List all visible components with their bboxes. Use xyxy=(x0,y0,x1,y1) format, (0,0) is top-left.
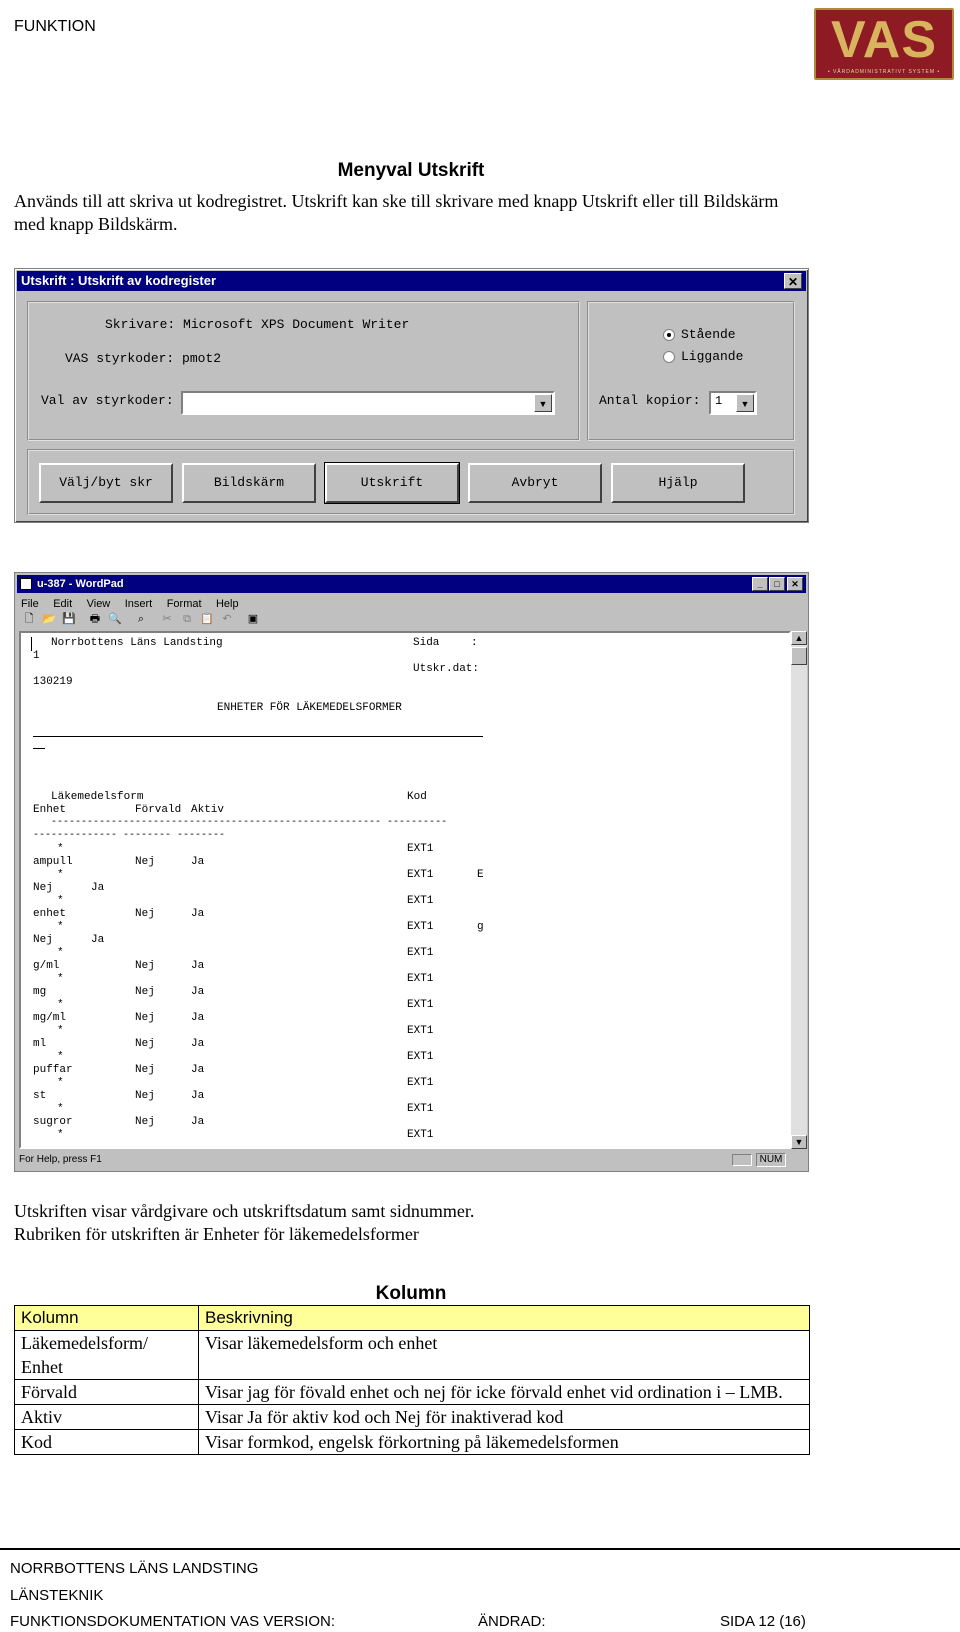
table-row xyxy=(15,1331,810,1380)
table-cell-beskrivning: Visar formkod, engelsk förkortning på läkemedelsformen xyxy=(199,1430,810,1455)
doc-row-star: * xyxy=(57,869,64,881)
scroll-up-icon[interactable]: ▲ xyxy=(791,631,807,645)
doc-row-default: Nej xyxy=(135,856,155,868)
printer-line: Skrivare: Microsoft XPS Document Writer xyxy=(105,317,410,332)
doc-row-code: EXT1 xyxy=(407,1077,434,1089)
dialog-titlebar xyxy=(17,271,806,291)
footer-changed: ÄNDRAD: xyxy=(478,1613,546,1630)
doc-row-default: Nej xyxy=(135,1012,155,1024)
wordpad-title: u-387 - WordPad xyxy=(37,578,124,590)
doc-col-active: Aktiv xyxy=(191,804,225,816)
doc-page-no: 1 xyxy=(33,650,40,662)
doc-row-code: EXT1 xyxy=(407,843,434,855)
doc-row-code: EXT1 xyxy=(407,947,434,959)
status-help: For Help, press F1 xyxy=(19,1154,102,1165)
doc-row-unit: Nej xyxy=(33,934,53,946)
doc-row-active: Ja xyxy=(191,986,205,998)
menu-edit[interactable]: Edit xyxy=(53,598,73,610)
styrkoder-select[interactable] xyxy=(181,391,555,415)
table-cell-beskrivning: Visar jag för fövald enhet och nej för icke förvald enhet vid ordination i – LMB. xyxy=(199,1380,810,1405)
doc-dash1: ------------------------------------------------------- ---------- xyxy=(51,817,448,828)
doc-row-code: EXT1 xyxy=(407,1051,434,1063)
table-cell-kolumn: Aktiv xyxy=(15,1405,199,1430)
doc-date-label: Utskr.dat: xyxy=(413,663,480,675)
table-header-row xyxy=(15,1306,810,1331)
doc-row-code: EXT1 xyxy=(407,869,434,881)
doc-row-star: * xyxy=(57,1129,64,1141)
scroll-thumb[interactable] xyxy=(791,647,807,665)
bildskarm-button[interactable]: Bildskärm xyxy=(182,463,316,503)
doc-col-default: Förvald xyxy=(135,804,182,816)
doc-row-star: * xyxy=(57,973,64,985)
doc-row-unit: mg/ml xyxy=(33,1012,67,1024)
doc-row-default: Nej xyxy=(135,1090,155,1102)
doc-row-active: Ja xyxy=(191,960,205,972)
vas-logo xyxy=(814,8,954,80)
print-dialog xyxy=(14,268,809,523)
wordpad-window xyxy=(14,572,809,1172)
radio-staende[interactable] xyxy=(663,329,675,341)
doc-row-active: Ja xyxy=(191,1038,205,1050)
menu-format[interactable]: Format xyxy=(166,598,202,610)
table-row xyxy=(15,1430,810,1455)
doc-row-default: Ja xyxy=(91,934,105,946)
doc-row-default: Nej xyxy=(135,1116,155,1128)
doc-col-form: Läkemedelsform xyxy=(51,791,144,803)
doc-row-default: Nej xyxy=(135,986,155,998)
table-cell-beskrivning: Visar läkemedelsform och enhet xyxy=(199,1331,810,1380)
after-text-line1: Utskriften visar vårdgivare och utskriftsdatum samt sidnummer. xyxy=(14,1201,475,1221)
doc-row-active: Ja xyxy=(191,1012,205,1024)
doc-row-star: * xyxy=(57,843,64,855)
table-header-beskrivning: Beskrivning xyxy=(199,1306,810,1331)
doc-row-active: Ja xyxy=(191,856,205,868)
button-bar xyxy=(27,449,795,515)
doc-row-star: * xyxy=(57,1103,64,1115)
table-cell-beskrivning: Visar Ja för aktiv kod och Nej för inaktiverad kod xyxy=(199,1405,810,1430)
document-area[interactable] xyxy=(19,631,791,1149)
table-row xyxy=(15,1380,810,1405)
doc-row-active: Ja xyxy=(191,1116,205,1128)
footer-org: NORRBOTTENS LÄNS LANDSTING xyxy=(10,1560,259,1577)
close-icon[interactable]: ✕ xyxy=(787,577,803,591)
logo-text: VAS xyxy=(830,11,938,69)
footer-doc: FUNKTIONSDOKUMENTATION VAS VERSION: xyxy=(10,1613,336,1630)
doc-row-unit: Nej xyxy=(33,882,53,894)
doc-rule-short xyxy=(33,748,45,749)
toolbar xyxy=(19,609,319,629)
doc-row-active: Ja xyxy=(191,1064,205,1076)
status-num: NUM xyxy=(756,1153,786,1167)
open-icon[interactable]: 📂 xyxy=(42,613,56,625)
text-cursor xyxy=(31,637,32,651)
doc-row-star: * xyxy=(57,1077,64,1089)
maximize-icon[interactable]: □ xyxy=(769,577,785,591)
table-cell-kolumn: Kod xyxy=(15,1430,199,1455)
doc-row-unit: st xyxy=(33,1090,47,1102)
doc-title: ENHETER FÖR LÄKEMEDELSFORMER xyxy=(217,702,402,714)
paste-icon[interactable]: 📋 xyxy=(200,613,214,625)
radio-liggande[interactable] xyxy=(663,351,675,363)
radio-label-staende: Stående xyxy=(681,327,736,342)
printer-group xyxy=(27,301,580,441)
table-row xyxy=(15,1405,810,1430)
menu-help[interactable]: Help xyxy=(215,598,239,610)
doc-row-star: * xyxy=(57,1025,64,1037)
print-preview-icon[interactable]: 🔍 xyxy=(108,613,122,625)
copies-select[interactable] xyxy=(709,391,757,415)
codes-line: VAS styrkoder: pmot2 xyxy=(65,351,222,366)
copy-icon[interactable]: ⧉ xyxy=(183,613,191,625)
doc-row-default: Nej xyxy=(135,908,155,920)
table-cell-kolumn: Läkemedelsform/ Enhet xyxy=(15,1331,199,1380)
doc-row-unit: ampull xyxy=(33,856,73,868)
status-indicator xyxy=(732,1154,752,1166)
minimize-icon[interactable]: _ xyxy=(752,577,768,591)
doc-row-default: Nej xyxy=(135,960,155,972)
dialog-title: Utskrift : Utskrift av kodregister xyxy=(21,273,217,288)
doc-row-unit: enhet xyxy=(33,908,67,920)
doc-row-code: EXT1 xyxy=(407,999,434,1011)
valj-skrivare-button[interactable]: Välj/byt skr xyxy=(39,463,173,503)
close-icon[interactable]: ✕ xyxy=(784,273,802,289)
doc-rule xyxy=(33,736,483,737)
doc-row-code: EXT1 xyxy=(407,895,434,907)
footer-rule xyxy=(0,1548,960,1550)
wordpad-titlebar xyxy=(17,575,806,593)
footer-dept: LÄNSTEKNIK xyxy=(10,1587,104,1604)
wordpad-app-icon xyxy=(20,578,32,590)
copies-label: Antal kopior: xyxy=(599,393,701,408)
doc-row-unit: g/ml xyxy=(33,960,60,972)
doc-page-colon: : xyxy=(471,637,478,649)
doc-row-default: Nej xyxy=(135,1038,155,1050)
doc-row-extra: g xyxy=(477,921,484,933)
chevron-down-icon[interactable]: ▼ xyxy=(736,394,754,412)
status-bar xyxy=(17,1151,806,1169)
doc-col-code: Kod xyxy=(407,791,427,803)
footer-page: SIDA 12 (16) xyxy=(720,1613,806,1630)
options-group xyxy=(587,301,795,441)
menu-insert[interactable]: Insert xyxy=(124,598,153,610)
scroll-down-icon[interactable]: ▼ xyxy=(791,1135,807,1149)
section-label: FUNKTION xyxy=(14,18,96,35)
doc-row-star: * xyxy=(57,921,64,933)
radio-label-liggande: Liggande xyxy=(681,349,744,364)
doc-row-unit: ml xyxy=(33,1038,47,1050)
print-icon[interactable]: 🖶 xyxy=(89,613,101,625)
table-header-kolumn: Kolumn xyxy=(15,1306,199,1331)
doc-row-default: Ja xyxy=(91,882,105,894)
after-text-line2: Rubriken för utskriften är Enheter för läkemedelsformer xyxy=(14,1224,419,1244)
vertical-scrollbar[interactable] xyxy=(791,631,807,1149)
menu-file[interactable]: File xyxy=(21,598,39,610)
chevron-down-icon[interactable]: ▼ xyxy=(534,394,552,412)
doc-dash2: -------------- -------- -------- xyxy=(33,830,226,841)
doc-row-star: * xyxy=(57,1051,64,1063)
doc-row-star: * xyxy=(57,947,64,959)
doc-col-unit: Enhet xyxy=(33,804,67,816)
hjalp-button[interactable]: Hjälp xyxy=(611,463,745,503)
column-table xyxy=(14,1305,810,1455)
doc-row-unit: mg xyxy=(33,986,47,998)
avbryt-button[interactable]: Avbryt xyxy=(468,463,602,503)
doc-row-unit: puffar xyxy=(33,1064,73,1076)
utskrift-button[interactable]: Utskrift xyxy=(325,463,459,503)
save-icon[interactable]: 💾 xyxy=(62,613,76,625)
intro-text: Används till att skriva ut kodregistret. Utskrift kan ske till skrivare med knapp Utskrift eller till Bildskärm med knapp Bildskärm. xyxy=(14,191,779,234)
doc-row-code: EXT1 xyxy=(407,973,434,985)
copies-value: 1 xyxy=(715,394,723,408)
doc-row-code: EXT1 xyxy=(407,921,434,933)
cut-icon[interactable]: ✂ xyxy=(162,613,172,625)
doc-row-default: Nej xyxy=(135,1064,155,1076)
table-cell-kolumn: Förvald xyxy=(15,1380,199,1405)
doc-row-star: * xyxy=(57,895,64,907)
find-icon[interactable]: ⌕ xyxy=(137,613,145,625)
undo-icon[interactable]: ↶ xyxy=(222,613,232,625)
menu-view[interactable]: View xyxy=(86,598,111,610)
new-icon[interactable]: 🗋 xyxy=(24,613,34,625)
doc-row-active: Ja xyxy=(191,908,205,920)
doc-page-label: Sida xyxy=(413,637,440,649)
table-title: Kolumn xyxy=(375,1283,447,1304)
insert-object-icon[interactable]: ▣ xyxy=(247,613,259,625)
logo-subtext: • VÅRDADMINISTRATIVT SYSTEM • xyxy=(827,69,941,75)
doc-date: 130219 xyxy=(33,676,73,688)
page-heading: Menyval Utskrift xyxy=(337,160,485,181)
doc-row-unit: sugror xyxy=(33,1116,73,1128)
doc-row-code: EXT1 xyxy=(407,1129,434,1141)
doc-row-extra: E xyxy=(477,869,484,881)
doc-org: Norrbottens Läns Landsting xyxy=(51,637,223,649)
doc-row-active: Ja xyxy=(191,1090,205,1102)
select-label: Val av styrkoder: xyxy=(41,393,174,408)
doc-row-code: EXT1 xyxy=(407,1025,434,1037)
doc-row-star: * xyxy=(57,999,64,1011)
doc-row-code: EXT1 xyxy=(407,1103,434,1115)
